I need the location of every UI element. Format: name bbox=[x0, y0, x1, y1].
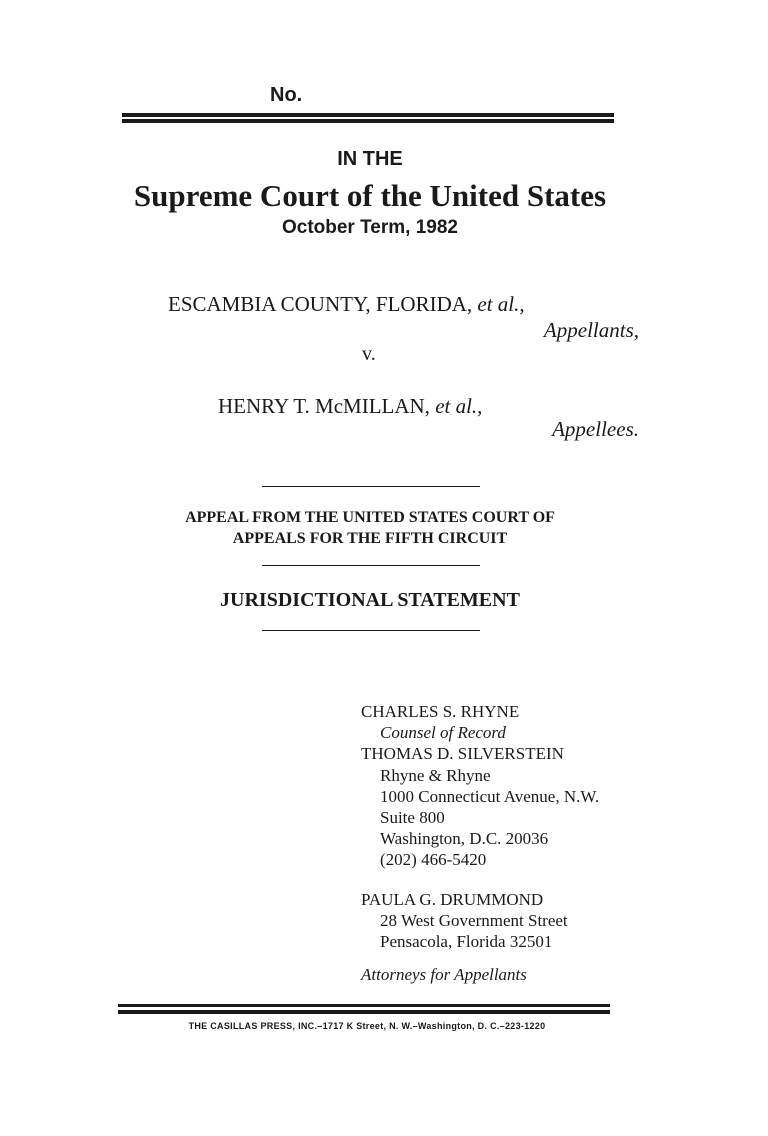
document-title: JURISDICTIONAL STATEMENT bbox=[220, 589, 520, 611]
top-rule-upper bbox=[122, 113, 614, 117]
court-prefix: IN THE bbox=[337, 148, 403, 170]
appellee-et-al: et al., bbox=[435, 394, 483, 418]
counsel-third-address-2: Pensacola, Florida 32501 bbox=[380, 932, 553, 951]
bottom-rule-lower bbox=[118, 1010, 610, 1014]
counsel-address-1: 1000 Connecticut Avenue, N.W. bbox=[380, 787, 600, 806]
appellant-line bbox=[168, 292, 525, 317]
divider-2 bbox=[262, 565, 480, 566]
counsel-address-3: Washington, D.C. 20036 bbox=[380, 829, 549, 848]
appellant-role: Appellants, bbox=[543, 318, 639, 342]
counsel-lead-role: Counsel of Record bbox=[380, 723, 506, 742]
appellant-et-al: et al., bbox=[477, 292, 525, 316]
counsel-address-2: Suite 800 bbox=[380, 808, 445, 827]
court-term: October Term, 1982 bbox=[281, 217, 458, 238]
bottom-rule-upper bbox=[118, 1004, 610, 1007]
court-name: Supreme Court of the United States bbox=[133, 178, 607, 213]
divider-1 bbox=[262, 486, 480, 487]
counsel-third-address-1: 28 West Government Street bbox=[380, 911, 568, 930]
counsel-lead-name: CHARLES S. RHYNE bbox=[361, 702, 520, 721]
appeal-line-2: APPEALS FOR THE FIFTH CIRCUIT bbox=[232, 530, 508, 547]
appellee-line bbox=[218, 394, 482, 419]
counsel-phone: (202) 466-5420 bbox=[380, 850, 487, 869]
top-rule-lower bbox=[122, 119, 614, 123]
counsel-second-name: THOMAS D. SILVERSTEIN bbox=[361, 744, 564, 763]
appellee-role: Appellees. bbox=[552, 417, 639, 441]
divider-3 bbox=[262, 630, 480, 631]
appeal-line-1: APPEAL FROM THE UNITED STATES COURT OF bbox=[185, 509, 555, 526]
printer-imprint: THE CASILLAS PRESS, INC.–1717 K Street, N. W.–Washington, D. C.–223-1220 bbox=[188, 1021, 546, 1031]
versus: v. bbox=[362, 343, 376, 365]
counsel-firm: Rhyne & Rhyne bbox=[380, 766, 491, 785]
counsel-third-name: PAULA G. DRUMMOND bbox=[361, 890, 544, 909]
appellee-name: HENRY T. McMILLAN, bbox=[218, 394, 430, 418]
appellant-name: ESCAMBIA COUNTY, FLORIDA, bbox=[168, 292, 473, 316]
docket-number-label: No. bbox=[270, 84, 303, 106]
attorneys-for: Attorneys for Appellants bbox=[361, 965, 527, 984]
